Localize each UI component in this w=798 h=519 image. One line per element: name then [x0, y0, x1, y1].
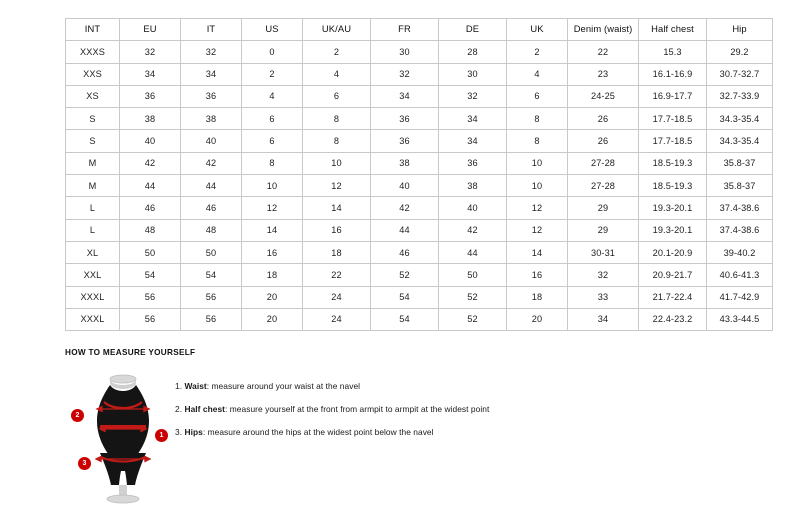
cell-de: 40	[439, 197, 507, 219]
cell-half-chest: 16.9-17.7	[639, 85, 707, 107]
cell-ukau: 14	[303, 197, 371, 219]
cell-ukau: 22	[303, 264, 371, 286]
table-row	[66, 197, 773, 219]
measure-note-half-chest	[175, 404, 765, 414]
cell-int: L	[66, 219, 120, 241]
cell-uk: 18	[507, 286, 568, 308]
cell-de: 32	[439, 85, 507, 107]
table-row	[66, 286, 773, 308]
cell-denim-waist: 27-28	[568, 175, 639, 197]
cell-de: 34	[439, 130, 507, 152]
cell-fr: 30	[371, 41, 439, 63]
column-header: EU	[120, 19, 181, 41]
cell-us: 20	[242, 286, 303, 308]
cell-ukau: 24	[303, 286, 371, 308]
cell-hip: 34.3-35.4	[707, 108, 773, 130]
cell-denim-waist: 23	[568, 63, 639, 85]
cell-half-chest: 15.3	[639, 41, 707, 63]
badge-waist: 1	[155, 429, 168, 442]
cell-fr: 38	[371, 152, 439, 174]
cell-it: 54	[181, 264, 242, 286]
cell-ukau: 6	[303, 85, 371, 107]
table-row	[66, 63, 773, 85]
cell-half-chest: 17.7-18.5	[639, 108, 707, 130]
cell-ukau: 24	[303, 308, 371, 330]
cell-half-chest: 16.1-16.9	[639, 63, 707, 85]
cell-int: XS	[66, 85, 120, 107]
badge-hips: 3	[78, 457, 91, 470]
notes-column	[175, 369, 765, 450]
cell-hip: 35.8-37	[707, 175, 773, 197]
cell-uk: 10	[507, 175, 568, 197]
cell-ukau: 18	[303, 241, 371, 263]
column-header: DE	[439, 19, 507, 41]
cell-uk: 14	[507, 241, 568, 263]
cell-half-chest: 20.1-20.9	[639, 241, 707, 263]
column-header: IT	[181, 19, 242, 41]
cell-ukau: 16	[303, 219, 371, 241]
cell-de: 44	[439, 241, 507, 263]
cell-us: 6	[242, 130, 303, 152]
cell-denim-waist: 22	[568, 41, 639, 63]
cell-eu: 34	[120, 63, 181, 85]
size-chart-table	[65, 18, 773, 331]
cell-us: 10	[242, 175, 303, 197]
cell-denim-waist: 27-28	[568, 152, 639, 174]
cell-de: 28	[439, 41, 507, 63]
cell-us: 4	[242, 85, 303, 107]
cell-denim-waist: 26	[568, 108, 639, 130]
cell-de: 30	[439, 63, 507, 85]
cell-de: 42	[439, 219, 507, 241]
cell-it: 34	[181, 63, 242, 85]
cell-int: L	[66, 197, 120, 219]
cell-it: 42	[181, 152, 242, 174]
note-text: : measure around the hips at the widest point below the navel	[202, 427, 434, 438]
measure-note-waist	[175, 381, 765, 391]
cell-int: XL	[66, 241, 120, 263]
cell-ukau: 8	[303, 108, 371, 130]
cell-eu: 40	[120, 130, 181, 152]
cell-half-chest: 21.7-22.4	[639, 286, 707, 308]
table-row	[66, 152, 773, 174]
cell-hip: 43.3-44.5	[707, 308, 773, 330]
cell-denim-waist: 29	[568, 219, 639, 241]
cell-int: S	[66, 130, 120, 152]
column-header: Denim (waist)	[568, 19, 639, 41]
section-title: HOW TO MEASURE YOURSELF	[65, 348, 196, 357]
table-row	[66, 264, 773, 286]
cell-ukau: 8	[303, 130, 371, 152]
cell-eu: 32	[120, 41, 181, 63]
cell-fr: 44	[371, 219, 439, 241]
table-row	[66, 130, 773, 152]
column-header: FR	[371, 19, 439, 41]
size-chart-table-wrapper	[65, 18, 760, 331]
cell-int: XXL	[66, 264, 120, 286]
table-row	[66, 175, 773, 197]
cell-uk: 16	[507, 264, 568, 286]
cell-ukau: 2	[303, 41, 371, 63]
cell-int: XXXL	[66, 286, 120, 308]
cell-hip: 35.8-37	[707, 152, 773, 174]
cell-denim-waist: 32	[568, 264, 639, 286]
cell-fr: 32	[371, 63, 439, 85]
cell-hip: 41.7-42.9	[707, 286, 773, 308]
cell-denim-waist: 30-31	[568, 241, 639, 263]
cell-ukau: 4	[303, 63, 371, 85]
cell-fr: 46	[371, 241, 439, 263]
measure-note-hips	[175, 427, 765, 437]
cell-eu: 42	[120, 152, 181, 174]
cell-us: 12	[242, 197, 303, 219]
cell-denim-waist: 24-25	[568, 85, 639, 107]
cell-fr: 40	[371, 175, 439, 197]
note-term: Waist	[184, 381, 207, 391]
table-row	[66, 241, 773, 263]
cell-eu: 36	[120, 85, 181, 107]
cell-int: S	[66, 108, 120, 130]
cell-fr: 36	[371, 108, 439, 130]
cell-it: 40	[181, 130, 242, 152]
cell-hip: 29.2	[707, 41, 773, 63]
how-to-measure-section	[65, 348, 765, 509]
cell-fr: 36	[371, 130, 439, 152]
cell-denim-waist: 26	[568, 130, 639, 152]
cell-uk: 4	[507, 63, 568, 85]
column-header: Hip	[707, 19, 773, 41]
cell-eu: 50	[120, 241, 181, 263]
cell-uk: 8	[507, 130, 568, 152]
cell-uk: 12	[507, 219, 568, 241]
note-text: : measure around your waist at the navel	[206, 381, 361, 391]
cell-de: 50	[439, 264, 507, 286]
cell-half-chest: 20.9-21.7	[639, 264, 707, 286]
column-header: UK	[507, 19, 568, 41]
cell-int: XXS	[66, 63, 120, 85]
cell-int: XXXS	[66, 41, 120, 63]
cell-denim-waist: 29	[568, 197, 639, 219]
mannequin-illustration	[75, 369, 164, 509]
figure-column	[65, 369, 175, 509]
cell-denim-waist: 33	[568, 286, 639, 308]
column-header: UK/AU	[303, 19, 371, 41]
cell-eu: 56	[120, 308, 181, 330]
cell-hip: 37.4-38.6	[707, 197, 773, 219]
cell-fr: 52	[371, 264, 439, 286]
badge-half-chest: 2	[71, 409, 84, 422]
cell-hip: 32.7-33.9	[707, 85, 773, 107]
cell-half-chest: 22.4-23.2	[639, 308, 707, 330]
table-header-row	[66, 19, 773, 41]
cell-hip: 30.7-32.7	[707, 63, 773, 85]
note-index: 1.	[175, 381, 183, 391]
column-header: INT	[66, 19, 120, 41]
cell-int: XXXL	[66, 308, 120, 330]
cell-de: 36	[439, 152, 507, 174]
cell-eu: 38	[120, 108, 181, 130]
cell-eu: 44	[120, 175, 181, 197]
cell-ukau: 10	[303, 152, 371, 174]
cell-fr: 42	[371, 197, 439, 219]
cell-uk: 2	[507, 41, 568, 63]
cell-uk: 8	[507, 108, 568, 130]
cell-half-chest: 18.5-19.3	[639, 175, 707, 197]
note-text: : measure yourself at the front from armpit to armpit at the widest point	[225, 404, 490, 415]
measure-body	[65, 369, 765, 509]
cell-int: M	[66, 175, 120, 197]
note-term: Half chest	[184, 404, 226, 415]
cell-fr: 54	[371, 308, 439, 330]
cell-uk: 12	[507, 197, 568, 219]
table-row	[66, 85, 773, 107]
note-index: 2.	[175, 404, 183, 415]
cell-hip: 40.6-41.3	[707, 264, 773, 286]
table-row	[66, 41, 773, 63]
cell-denim-waist: 34	[568, 308, 639, 330]
note-term: Hips	[184, 427, 203, 438]
cell-us: 8	[242, 152, 303, 174]
cell-us: 18	[242, 264, 303, 286]
cell-de: 38	[439, 175, 507, 197]
table-row	[66, 219, 773, 241]
cell-us: 2	[242, 63, 303, 85]
cell-it: 44	[181, 175, 242, 197]
cell-us: 16	[242, 241, 303, 263]
cell-it: 56	[181, 308, 242, 330]
cell-ukau: 12	[303, 175, 371, 197]
cell-de: 52	[439, 286, 507, 308]
cell-it: 50	[181, 241, 242, 263]
cell-us: 14	[242, 219, 303, 241]
table-row	[66, 108, 773, 130]
cell-hip: 34.3-35.4	[707, 130, 773, 152]
cell-us: 6	[242, 108, 303, 130]
cell-de: 52	[439, 308, 507, 330]
cell-it: 38	[181, 108, 242, 130]
cell-eu: 56	[120, 286, 181, 308]
cell-half-chest: 18.5-19.3	[639, 152, 707, 174]
cell-eu: 54	[120, 264, 181, 286]
cell-it: 32	[181, 41, 242, 63]
cell-hip: 39-40.2	[707, 241, 773, 263]
cell-it: 36	[181, 85, 242, 107]
cell-it: 48	[181, 219, 242, 241]
cell-us: 0	[242, 41, 303, 63]
cell-it: 46	[181, 197, 242, 219]
cell-fr: 54	[371, 286, 439, 308]
column-header: Half chest	[639, 19, 707, 41]
cell-uk: 20	[507, 308, 568, 330]
cell-hip: 37.4-38.6	[707, 219, 773, 241]
cell-half-chest: 17.7-18.5	[639, 130, 707, 152]
mannequin-svg	[83, 369, 163, 509]
cell-eu: 46	[120, 197, 181, 219]
cell-half-chest: 19.3-20.1	[639, 219, 707, 241]
cell-int: M	[66, 152, 120, 174]
table-row	[66, 308, 773, 330]
cell-eu: 48	[120, 219, 181, 241]
note-index: 3.	[175, 427, 183, 438]
cell-fr: 34	[371, 85, 439, 107]
cell-half-chest: 19.3-20.1	[639, 197, 707, 219]
cell-it: 56	[181, 286, 242, 308]
cell-uk: 10	[507, 152, 568, 174]
cell-us: 20	[242, 308, 303, 330]
column-header: US	[242, 19, 303, 41]
cell-uk: 6	[507, 85, 568, 107]
cell-de: 34	[439, 108, 507, 130]
